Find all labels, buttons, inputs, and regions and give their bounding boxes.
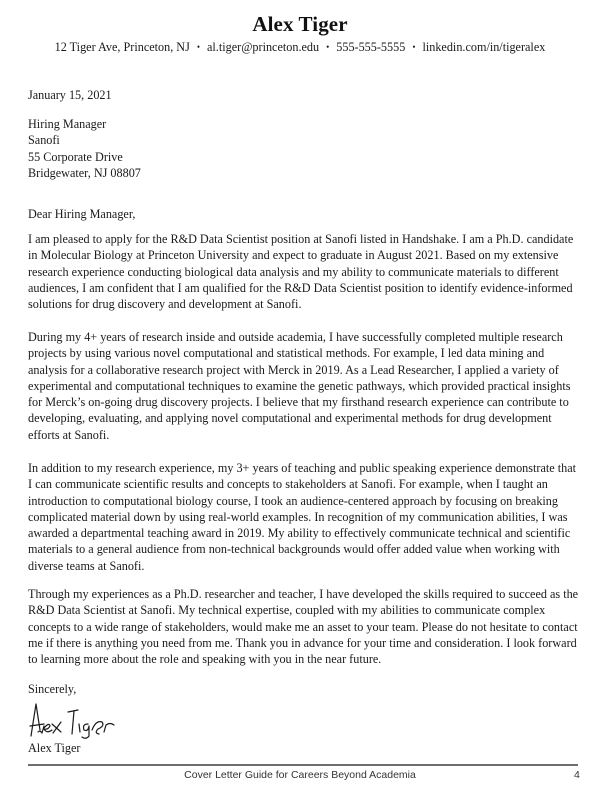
contact-linkedin[interactable]: linkedin.com/in/tigeralex [422, 40, 546, 54]
body-paragraph-1 [28, 231, 580, 312]
paragraph-text: I am pleased to apply for the R&D Data Scientist position at Sanofi listed in Handshake. I am a Ph.D. candidate in Molecular Biology at Princeton University and expect to graduate in August 2021. Based on my extensive research experience conducting biological data analysis and my ability to communicate materials to different audiences, I am confident that I am qualified for the R&D Data Scientist position to identify evidence-informed solutions for drug discovery and development at Sanofi. [28, 232, 574, 312]
recipient-company: Sanofi [28, 133, 60, 148]
body-paragraph-3 [28, 460, 580, 574]
page-number: 4 [574, 769, 580, 781]
contact-email[interactable]: al.tiger@princeton.edu [207, 40, 320, 54]
paragraph-text: In addition to my research experience, my 3+ years of teaching and public speaking experience demonstrate that I can communicate scientific results and concepts to stakeholders at Sanofi. For example, when I taught an introduction to computational biology course, I took an audience-centered approach by focusing on breaking complicated material down by using real-world examples. In recognition of my communication abilities, I was awarded a departmental teaching award in 2019. My ability to effectively communicate technical and scientific materials to a general audience from non-technical backgrounds would offer added value when working with diverse teams at Sanofi. [28, 461, 576, 573]
bullet-separator: • [412, 42, 416, 52]
contact-line [0, 40, 600, 55]
salutation: Dear Hiring Manager, [28, 207, 136, 221]
footer-title: Cover Letter Guide for Careers Beyond Academia [184, 769, 416, 781]
recipient-city: Bridgewater, NJ 08807 [28, 165, 141, 180]
recipient-title: Hiring Manager [28, 117, 107, 131]
contact-address: 12 Tiger Ave, Princeton, NJ [54, 40, 190, 54]
footer-divider [28, 764, 578, 766]
contact-phone: 555-555-5555 [336, 40, 406, 54]
bullet-separator: • [326, 42, 330, 52]
letter-date: January 15, 2021 [28, 88, 112, 102]
paragraph-text: Through my experiences as a Ph.D. researcher and teacher, I have developed the skills required to succeed as the R&D Data Scientist at Sanofi. My technical expertise, coupled with my abilities to communicate complex concepts to a wide range of stakeholders, would make me an asset to your team. Please do not hesitate to contact me if there is anything you need from me. Thank you in advance for your time and consideration. I look forward to learning more about the role and speaking with you in the near future. [28, 587, 579, 667]
paragraph-text: During my 4+ years of research inside and outside academia, I have successfully completed multiple research projects by using various novel computational and statistical methods. For example, I led data mining and analysis for a collaborative research project with Merck in 2019. As a Lead Researcher, I applied a variety of experimental and computational techniques to examine the genetic pathways, which provided practical insights for Merck’s on-going drug discovery projects. I believe that my firsthand research experience can contribute to developing, evaluating, and applying novel computational and experimental methods for drug development efforts at Sanofi. [28, 330, 571, 442]
recipient-block [28, 116, 580, 181]
bullet-separator: • [196, 42, 201, 52]
closing: Sincerely, [28, 682, 77, 696]
signer-name: Alex Tiger [28, 741, 81, 755]
body-paragraph-4 [28, 586, 580, 667]
handwritten-signature [28, 700, 123, 740]
recipient-street: 55 Corporate Drive [28, 149, 123, 164]
body-paragraph-2 [28, 329, 580, 443]
applicant-name: Alex Tiger [252, 12, 348, 36]
